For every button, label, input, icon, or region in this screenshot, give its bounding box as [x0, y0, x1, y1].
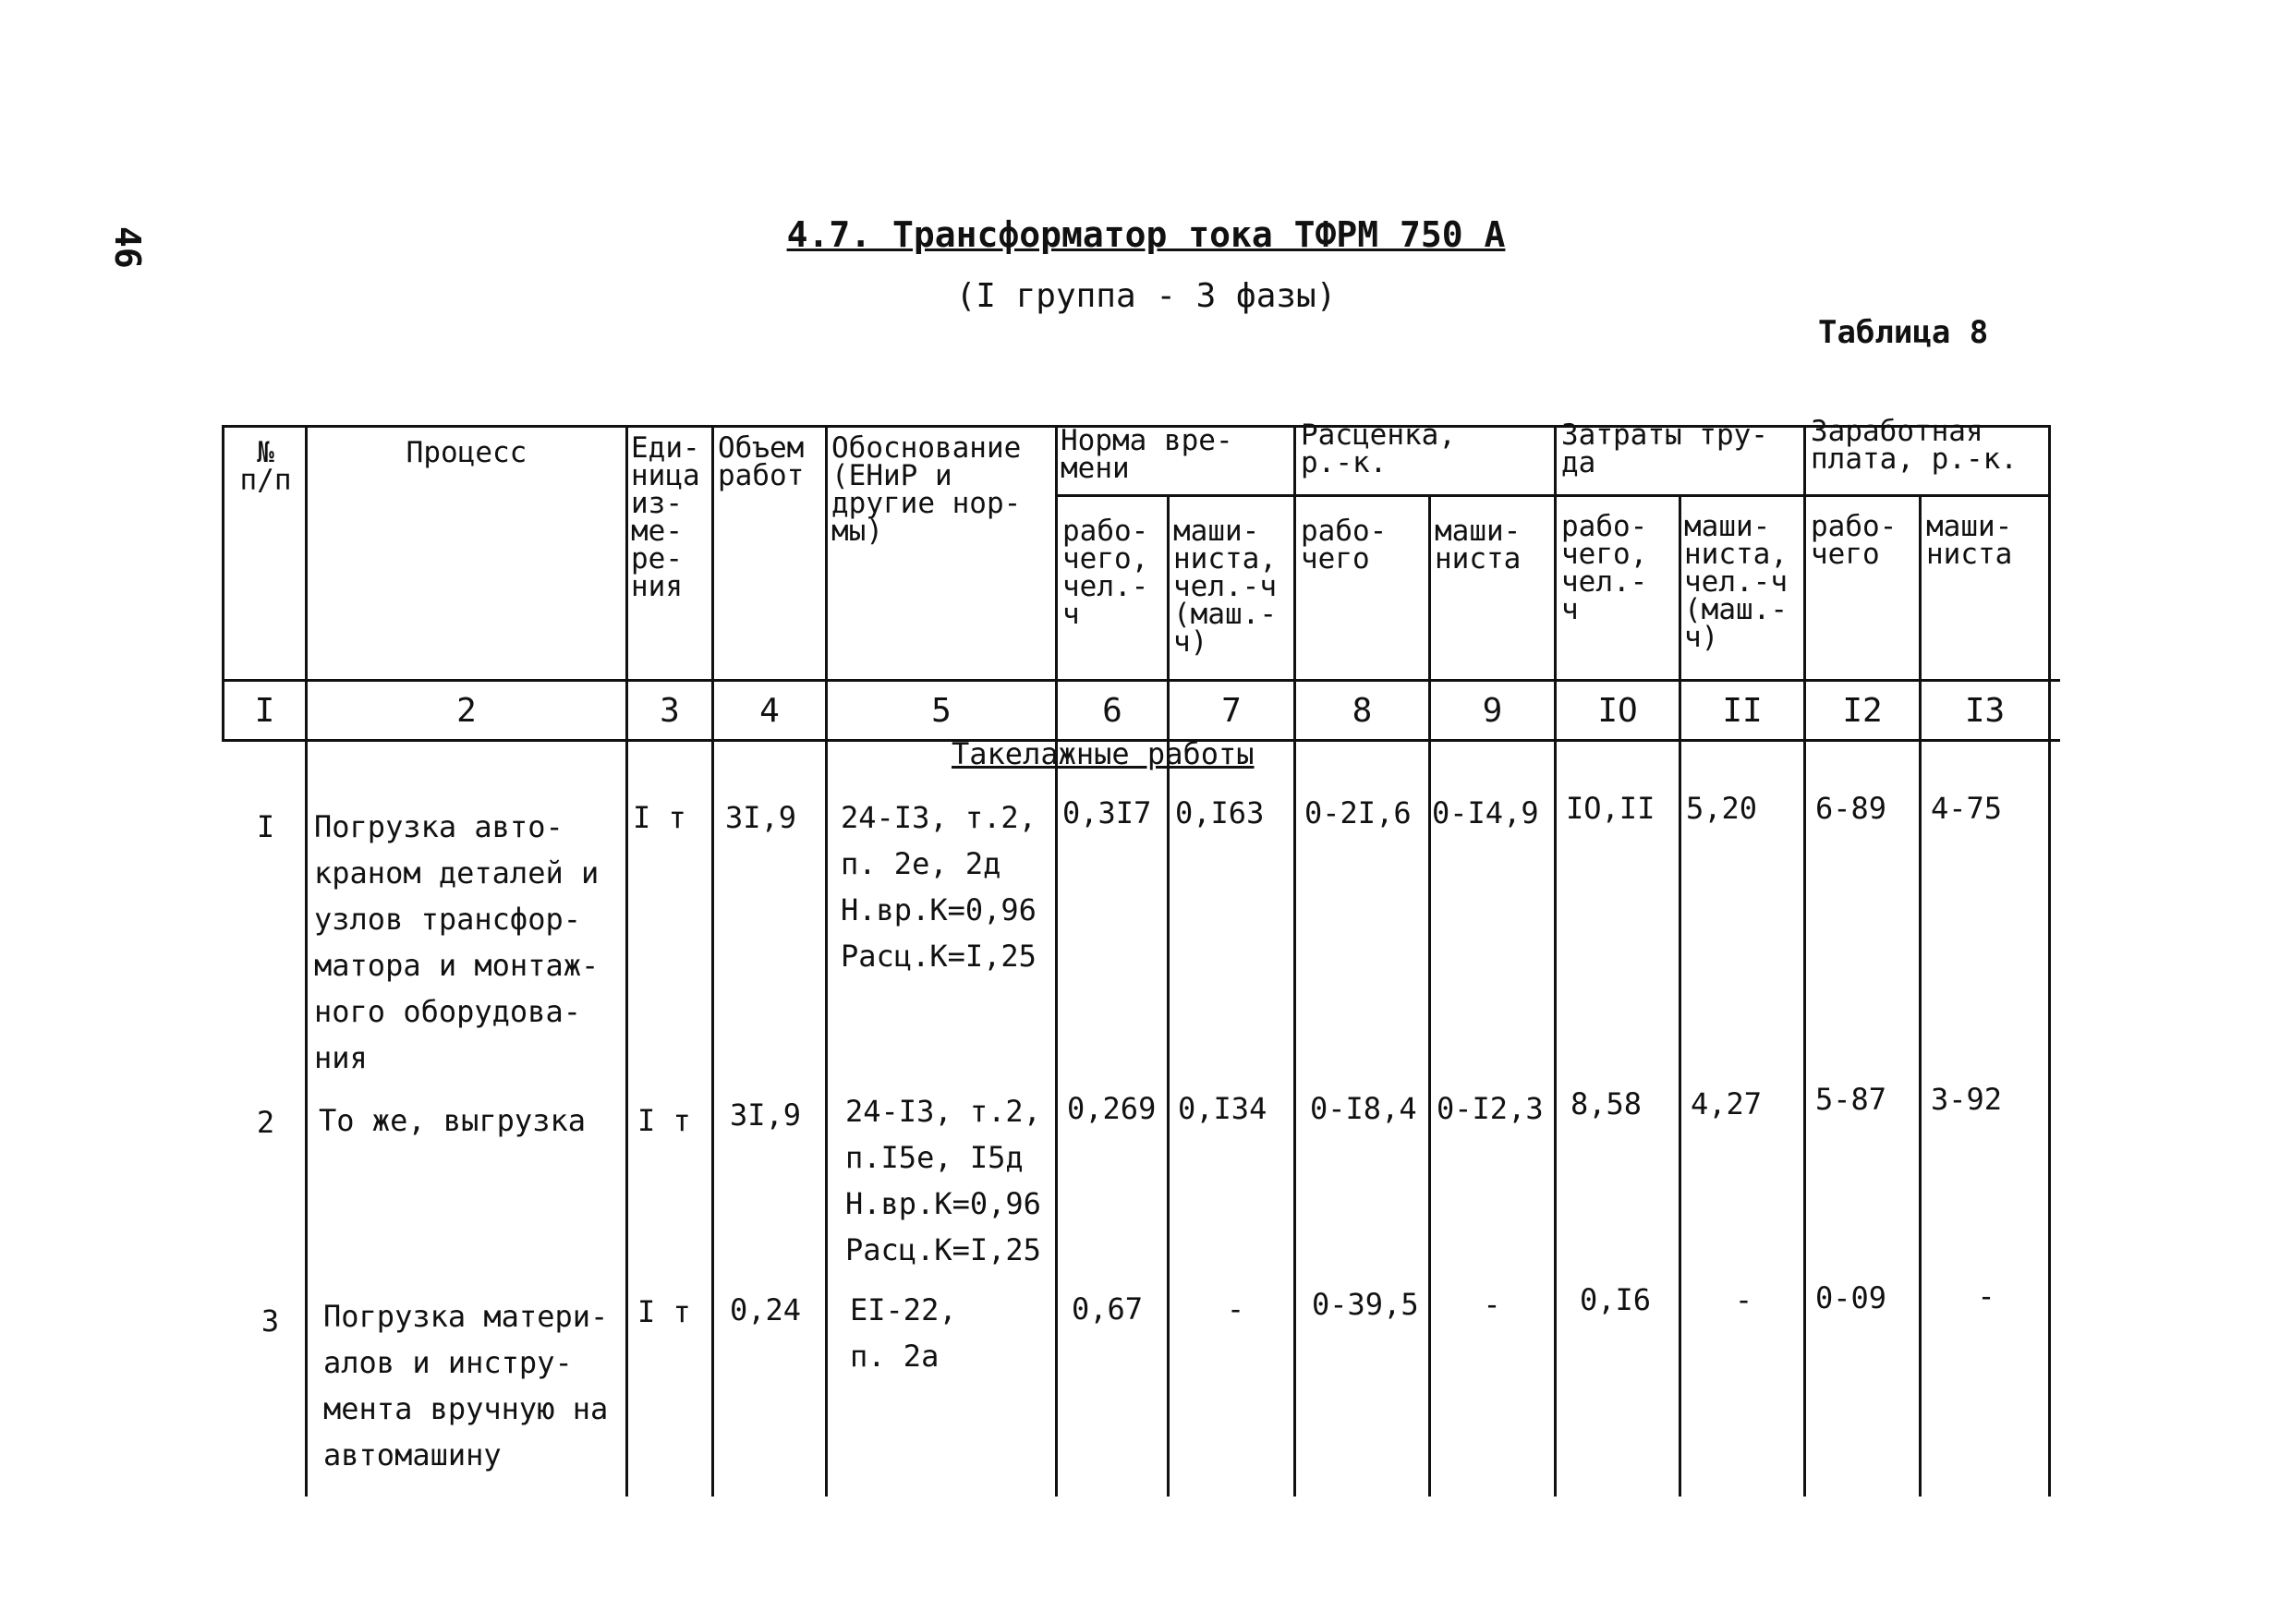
grid-col-12: [1919, 494, 1922, 1497]
row-labor-worker: 8,58: [1570, 1086, 1643, 1121]
header-basis: Обоснование (ЕНиР и другие нор- мы): [831, 431, 1022, 548]
row-norm-worker: 0,3I7: [1062, 795, 1152, 830]
row-volume: 3I,9: [725, 800, 797, 835]
grid-col-8: [1428, 494, 1431, 1497]
row-norm-machinist: 0,I63: [1175, 795, 1265, 830]
grid-col-4: [825, 425, 828, 1497]
row-pay-worker: 0-09: [1815, 1280, 1887, 1315]
row-number: 3: [261, 1303, 280, 1339]
row-labor-worker: 0,I6: [1580, 1282, 1652, 1317]
row-volume: 3I,9: [730, 1097, 802, 1133]
row-unit: I т: [637, 1103, 691, 1138]
grid-col-13: [2048, 425, 2051, 1497]
column-number: IO: [1597, 692, 1638, 730]
row-basis: ЕI-22, п. 2а: [850, 1292, 957, 1374]
row-process: То же, выгрузка: [319, 1103, 586, 1138]
row-labor-worker: IO,II: [1566, 791, 1655, 826]
row-basis: 24-I3, т.2, п. 2е, 2д Н.вр.К=0,96 Расц.К=I,25: [841, 800, 1037, 974]
column-number: 4: [759, 692, 780, 730]
column-number: I2: [1842, 692, 1883, 730]
grid-col-7: [1293, 425, 1296, 1497]
grid-col-3: [711, 425, 714, 1497]
row-labor-machinist: -: [1734, 1282, 1753, 1317]
column-number: 2: [456, 692, 477, 730]
column-number: I: [254, 692, 275, 730]
section-title: Такелажные работы: [952, 736, 1255, 771]
grid-col-6: [1167, 494, 1170, 1497]
row-rate-worker: 0-39,5: [1312, 1287, 1419, 1322]
row-rate-machinist: 0-I4,9: [1432, 795, 1539, 830]
header-pay-machinist: маши- ниста: [1926, 510, 2013, 571]
header-group-labor: Затраты тру- да: [1561, 418, 1768, 479]
grid-col-2: [625, 425, 628, 1497]
grid-col-10: [1679, 494, 1681, 1497]
row-unit: I т: [637, 1294, 691, 1329]
row-norm-machinist: 0,I34: [1178, 1091, 1267, 1126]
row-norm-worker: 0,269: [1067, 1091, 1157, 1126]
column-number: 5: [931, 692, 952, 730]
header-group-rate: Расценка, р.-к.: [1301, 418, 1456, 479]
header-labor-worker: рабо- чего, чел.- ч: [1561, 510, 1648, 626]
row-number: 2: [256, 1105, 275, 1140]
column-number: I3: [1964, 692, 2006, 730]
row-labor-machinist: 4,27: [1691, 1086, 1763, 1121]
row-basis: 24-I3, т.2, п.I5е, I5д Н.вр.К=0,96 Расц.К=I,25: [845, 1094, 1041, 1267]
row-number: I: [256, 809, 275, 844]
grid-col-11: [1803, 425, 1806, 1497]
header-rate-worker: рабо- чего: [1301, 515, 1388, 576]
row-pay-worker: 5-87: [1815, 1082, 1887, 1117]
row-rate-worker: 0-2I,6: [1304, 795, 1412, 830]
row-norm-machinist: -: [1226, 1291, 1245, 1327]
row-pay-machinist: 3-92: [1931, 1082, 2003, 1117]
header-labor-machinist: маши- ниста, чел.-ч (маш.- ч): [1684, 510, 1788, 654]
column-number: 6: [1102, 692, 1122, 730]
row-rate-worker: 0-I8,4: [1310, 1091, 1417, 1126]
row-rate-machinist: 0-I2,3: [1437, 1091, 1544, 1126]
header-unit: Еди- ница из- ме- ре- ния: [631, 431, 700, 603]
grid-col-9: [1554, 425, 1557, 1497]
header-norm-worker: рабо- чего, чел.- ч: [1062, 515, 1149, 631]
page-title: 4.7. Трансформатор тока ТФРМ 750 А: [786, 214, 1506, 255]
row-labor-machinist: 5,20: [1686, 791, 1758, 826]
row-norm-worker: 0,67: [1072, 1291, 1144, 1327]
row-pay-worker: 6-89: [1815, 791, 1887, 826]
row-pay-machinist: 4-75: [1931, 791, 2003, 826]
table-label: Таблица 8: [1818, 314, 1989, 351]
header-pay-worker: рабо- чего: [1811, 510, 1898, 571]
grid-line-group-header: [1055, 494, 2051, 497]
column-number: II: [1722, 692, 1763, 730]
grid-col-5: [1055, 425, 1058, 1497]
row-volume: 0,24: [730, 1292, 802, 1327]
header-rate-machinist: маши- ниста: [1435, 515, 1522, 576]
column-number: 3: [660, 692, 680, 730]
header-number: № п/п: [239, 436, 292, 497]
header-volume: Объем работ: [718, 431, 805, 492]
header-norm-machinist: маши- ниста, чел.-ч (маш.- ч): [1173, 515, 1277, 659]
row-rate-machinist: -: [1483, 1287, 1501, 1322]
header-process: Процесс: [406, 436, 528, 469]
grid-line-header-bottom: [222, 679, 2060, 682]
column-number: 7: [1221, 692, 1242, 730]
row-process: Погрузка матери- алов и инстру- мента вручную на автомашину: [323, 1299, 609, 1473]
column-number: 8: [1352, 692, 1373, 730]
row-pay-machinist: -: [1977, 1279, 1995, 1314]
row-unit: I т: [633, 800, 686, 835]
page-subtitle: (I группа - 3 фазы): [955, 277, 1337, 315]
header-group-norm: Норма вре- мени: [1061, 424, 1233, 485]
column-number: 9: [1482, 692, 1503, 730]
header-group-pay: Заработная плата, р.-к.: [1811, 415, 2018, 476]
grid-col-1: [305, 425, 308, 1497]
page-number: 46: [107, 226, 148, 269]
row-process: Погрузка авто- краном деталей и узлов трансфор- матора и монтаж- ного оборудова- ния: [314, 809, 600, 1075]
